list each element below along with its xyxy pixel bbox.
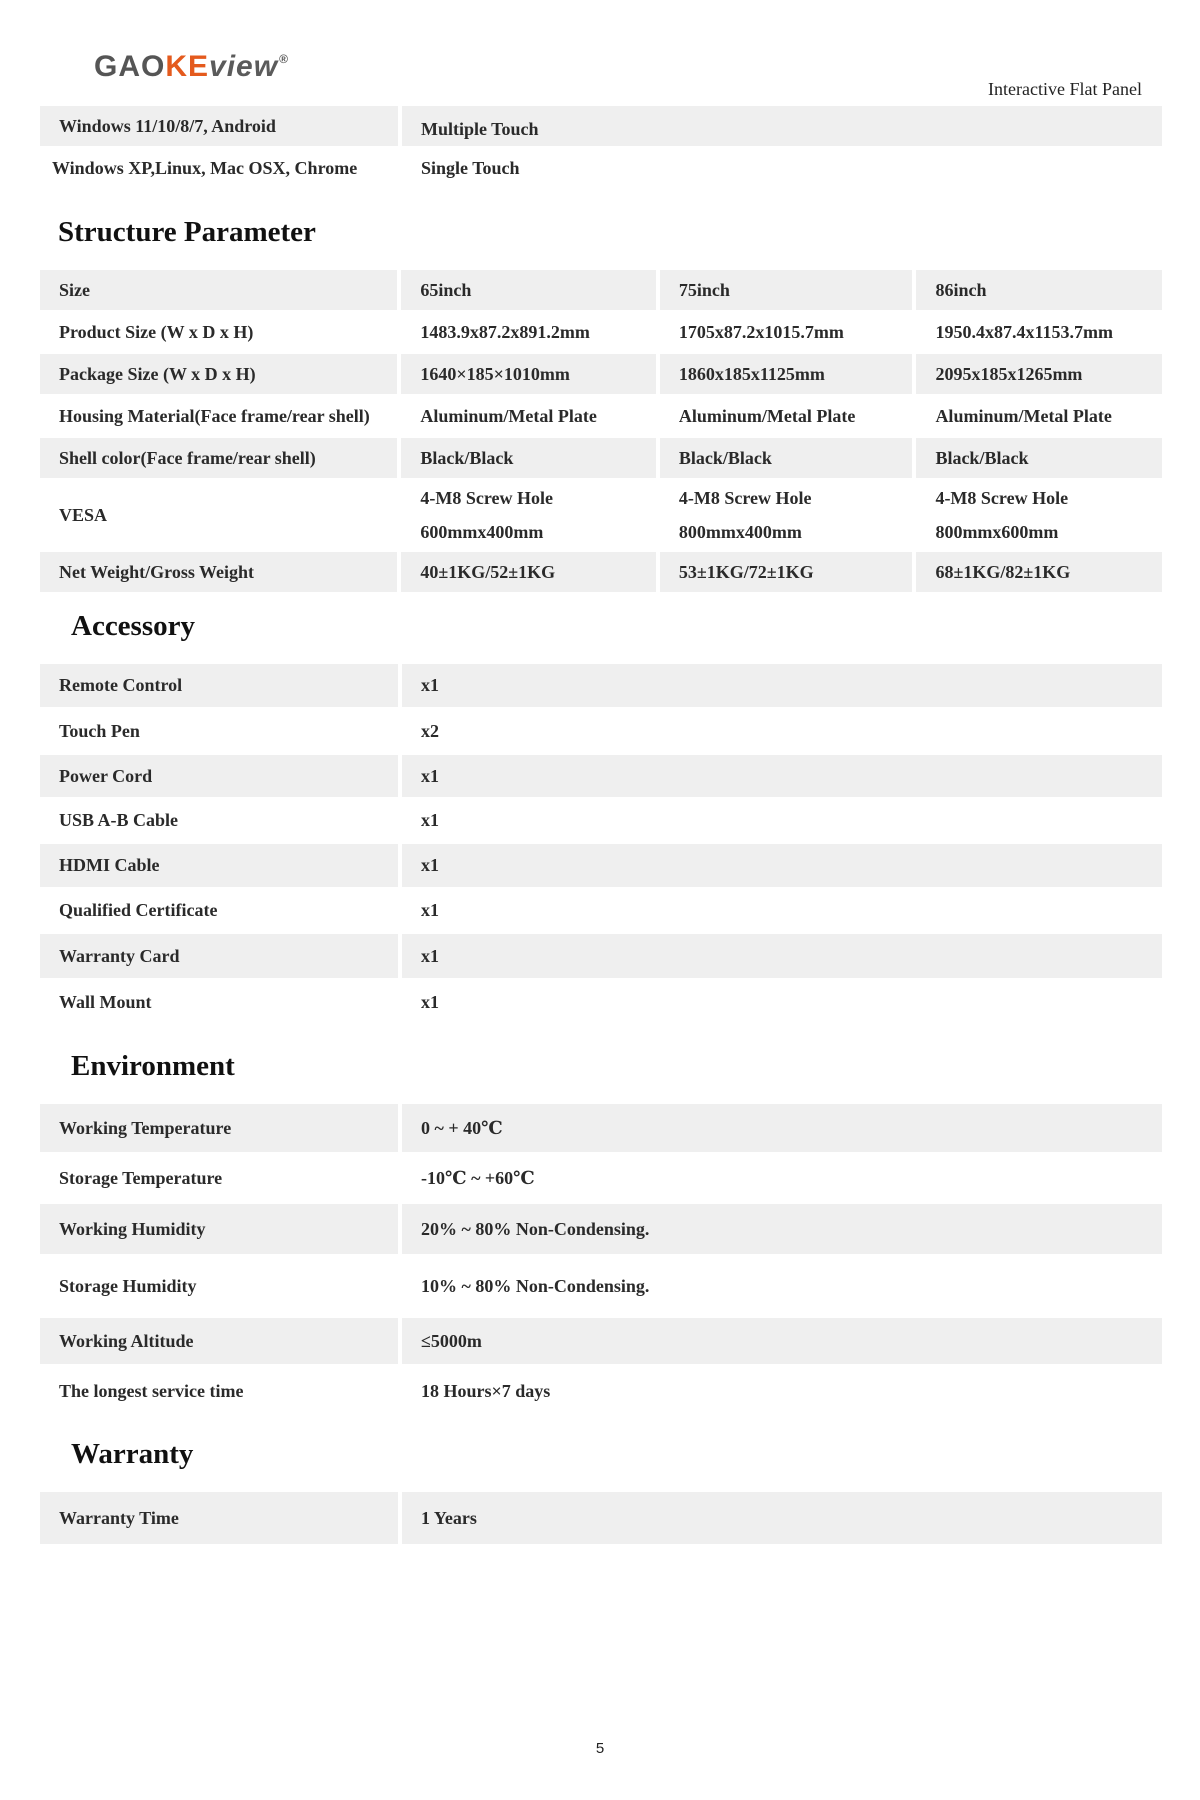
table-row [40,148,1162,188]
table-row [40,438,1162,478]
row-label: HDMI Cable [40,844,398,887]
row-value: -10℃ ~ +60℃ [421,1167,535,1188]
table-row [40,664,1162,707]
vesa-pattern: 800mmx400mm [678,522,802,542]
table-row [40,1256,1162,1316]
row-value: 0 ~ + 40℃ [402,1104,1162,1152]
value-65inch: 40±1KG/52±1KG [401,552,656,592]
row-value: ≤5000m [402,1318,1162,1364]
row-value: x2 [421,720,439,741]
value-65inch [401,480,656,550]
vesa-screw: 4-M8 Screw Hole [420,488,553,508]
value-75inch: Black/Black [660,438,913,478]
value-75inch: Aluminum/Metal Plate [678,405,856,426]
value-65inch: 65inch [401,270,656,310]
brand-logo: GAOKEview® [94,50,289,83]
table-row [40,844,1162,887]
row-label: Storage Temperature [59,1167,223,1188]
row-value: x1 [421,991,439,1012]
document-title: Interactive Flat Panel [988,79,1142,99]
vesa-pattern: 600mmx400mm [420,522,544,542]
table-row [40,755,1162,797]
table-row [40,106,1162,146]
warranty-table [40,1492,1162,1546]
table-row [40,1154,1162,1202]
row-label: Product Size (W x D x H) [59,321,254,342]
row-value: 18 Hours×7 days [421,1380,551,1401]
table-row [40,1366,1162,1416]
vesa-screw: 4-M8 Screw Hole [935,488,1069,508]
row-label: Shell color(Face frame/rear shell) [40,438,397,478]
section-title-environment: Environment [71,1050,235,1082]
table-row [40,980,1162,1024]
vesa-screw: 4-M8 Screw Hole [678,488,812,508]
value-86inch: Black/Black [916,438,1162,478]
value-75inch: 75inch [660,270,913,310]
table-row [40,552,1162,592]
vesa-pattern: 800mmx600mm [935,522,1059,542]
section-title-warranty: Warranty [71,1438,194,1470]
row-label: Storage Humidity [59,1275,197,1296]
value-86inch [916,480,1162,550]
row-label: Touch Pen [59,720,140,741]
row-label: Housing Material(Face frame/rear shell) [59,405,370,426]
table-row [40,1104,1162,1152]
value-86inch: 86inch [916,270,1162,310]
row-value: x1 [421,810,439,830]
value-65inch: Aluminum/Metal Plate [420,405,597,426]
row-label: Qualified Certificate [59,900,218,920]
row-label: Package Size (W x D x H) [40,354,397,394]
row-value: x1 [402,844,1162,887]
row-value: 20% ~ 80% Non-Condensing. [402,1204,1162,1254]
touch-type: Multiple Touch [402,106,1162,146]
environment-table [40,1104,1162,1418]
accessory-table [40,664,1162,1026]
table-row [40,1318,1162,1364]
section-title-structure: Structure Parameter [58,216,316,248]
value-75inch: 1705x87.2x1015.7mm [678,321,844,342]
value-86inch: 68±1KG/82±1KG [916,552,1162,592]
os-name: Windows 11/10/8/7, Android [40,106,398,146]
value-65inch: 1640×185×1010mm [401,354,656,394]
structure-table [40,270,1162,594]
row-value: x1 [421,900,439,920]
value-65inch: 1483.9x87.2x891.2mm [420,321,590,342]
value-75inch [660,480,913,550]
row-value: 10% ~ 80% Non-Condensing. [421,1275,650,1296]
table-row [40,1492,1162,1544]
row-value: 1 Years [402,1492,1162,1544]
touch-type: Single Touch [421,157,520,178]
value-65inch: Black/Black [401,438,656,478]
table-row [40,270,1162,310]
table-row [40,312,1162,352]
table-row [40,799,1162,842]
table-row [40,934,1162,978]
row-label: Power Cord [40,755,398,797]
row-value: x1 [402,664,1162,707]
row-label: VESA [59,504,108,525]
section-title-accessory: Accessory [71,610,196,642]
page-number: 5 [595,1740,605,1757]
row-value: x1 [402,755,1162,797]
table-row [40,709,1162,753]
row-label: Net Weight/Gross Weight [40,552,397,592]
row-label: The longest service time [59,1380,244,1401]
table-row [40,1204,1162,1254]
page-header [0,0,1200,105]
value-75inch: 1860x185x1125mm [660,354,913,394]
value-86inch: 2095x185x1265mm [916,354,1162,394]
row-value: x1 [402,934,1162,978]
row-label: Working Humidity [40,1204,398,1254]
os-support-table [40,106,1162,190]
row-label: USB A-B Cable [59,810,179,830]
value-86inch: 1950.4x87.4x1153.7mm [935,321,1113,342]
os-name: Windows XP,Linux, Mac OSX, Chrome [52,157,358,178]
table-row [40,889,1162,932]
table-row [40,354,1162,394]
table-row [40,396,1162,436]
value-86inch: Aluminum/Metal Plate [935,405,1112,426]
row-label: Working Altitude [40,1318,398,1364]
value-75inch: 53±1KG/72±1KG [660,552,913,592]
table-row [40,480,1162,550]
row-label: Remote Control [40,664,398,707]
row-label: Warranty Card [40,934,398,978]
row-label: Working Temperature [40,1104,398,1152]
row-label: Warranty Time [40,1492,398,1544]
row-label: Wall Mount [59,991,152,1012]
row-label: Size [40,270,397,310]
